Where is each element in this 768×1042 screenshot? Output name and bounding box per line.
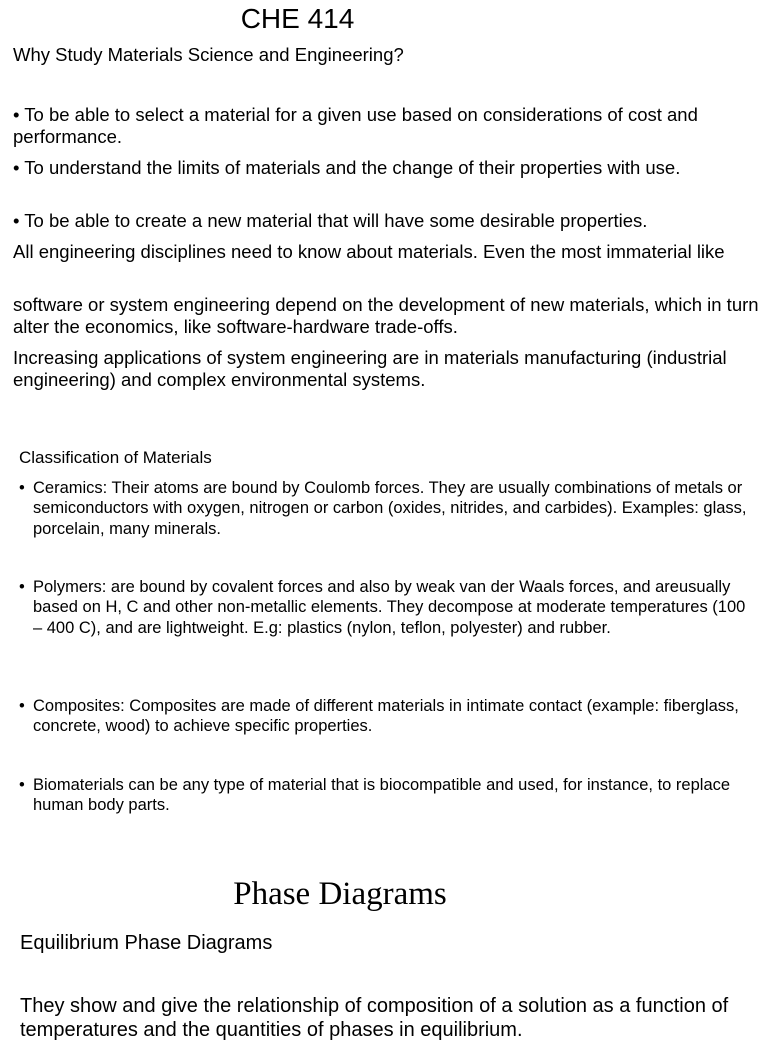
classification-item <box>19 775 749 816</box>
section-text: They show and give the relationship of composition of a solution as a function of temperatures and the quantities of phases in equilibrium. <box>20 995 729 1041</box>
section-heading: Phase Diagrams <box>233 876 447 912</box>
classification-text: Ceramics: Their atoms are bound by Coulomb forces. They are usually combinations of metals or semiconductors with oxygen, nitrogen or carbon (oxides, nitrides, and carbides). Examples: glass, porcelain, many minerals. <box>33 479 747 538</box>
section-subheading: Equilibrium Phase Diagrams <box>20 932 273 954</box>
reason-item: • To understand the limits of materials and the change of their properties with use. <box>13 157 681 178</box>
reason-item: • To be able to select a material for a given use based on considerations of cost and performance. <box>13 104 698 147</box>
bullet-icon: • <box>19 697 25 715</box>
classification-item <box>19 577 749 638</box>
page-subtitle: Why Study Materials Science and Engineering? <box>13 44 404 65</box>
classification-text: Composites: Composites are made of different materials in intimate contact (example: fiberglass, concrete, wood) to achieve specific properties. <box>33 697 739 736</box>
bullet-icon: • <box>19 479 25 497</box>
paragraph: Increasing applications of system engineering are in materials manufacturing (industrial engineering) and complex environmental systems. <box>13 347 727 390</box>
bullet-icon: • <box>19 578 25 596</box>
classification-title: Classification of Materials <box>19 448 212 467</box>
bullet-icon: • <box>19 776 25 794</box>
classification-item <box>19 478 749 539</box>
classification-text: Biomaterials can be any type of material that is biocompatible and used, for instance, to replace human body parts. <box>33 776 731 815</box>
reason-item: • To be able to create a new material that will have some desirable properties. <box>13 210 648 231</box>
paragraph: software or system engineering depend on the development of new materials, which in turn alter the economics, like software-hardware trade-offs. <box>13 294 759 337</box>
page-title: CHE 414 <box>240 3 355 34</box>
paragraph: All engineering disciplines need to know about materials. Even the most immaterial like <box>13 241 725 262</box>
classification-item <box>19 696 749 737</box>
classification-text: Polymers: are bound by covalent forces and also by weak van der Waals forces, and areusually based on H, C and other non-metallic elements. They decompose at moderate temperatures (100 – 400 C), and are lightweight. E.g: plastics (nylon, teflon, polyester) and rubber. <box>33 578 746 637</box>
